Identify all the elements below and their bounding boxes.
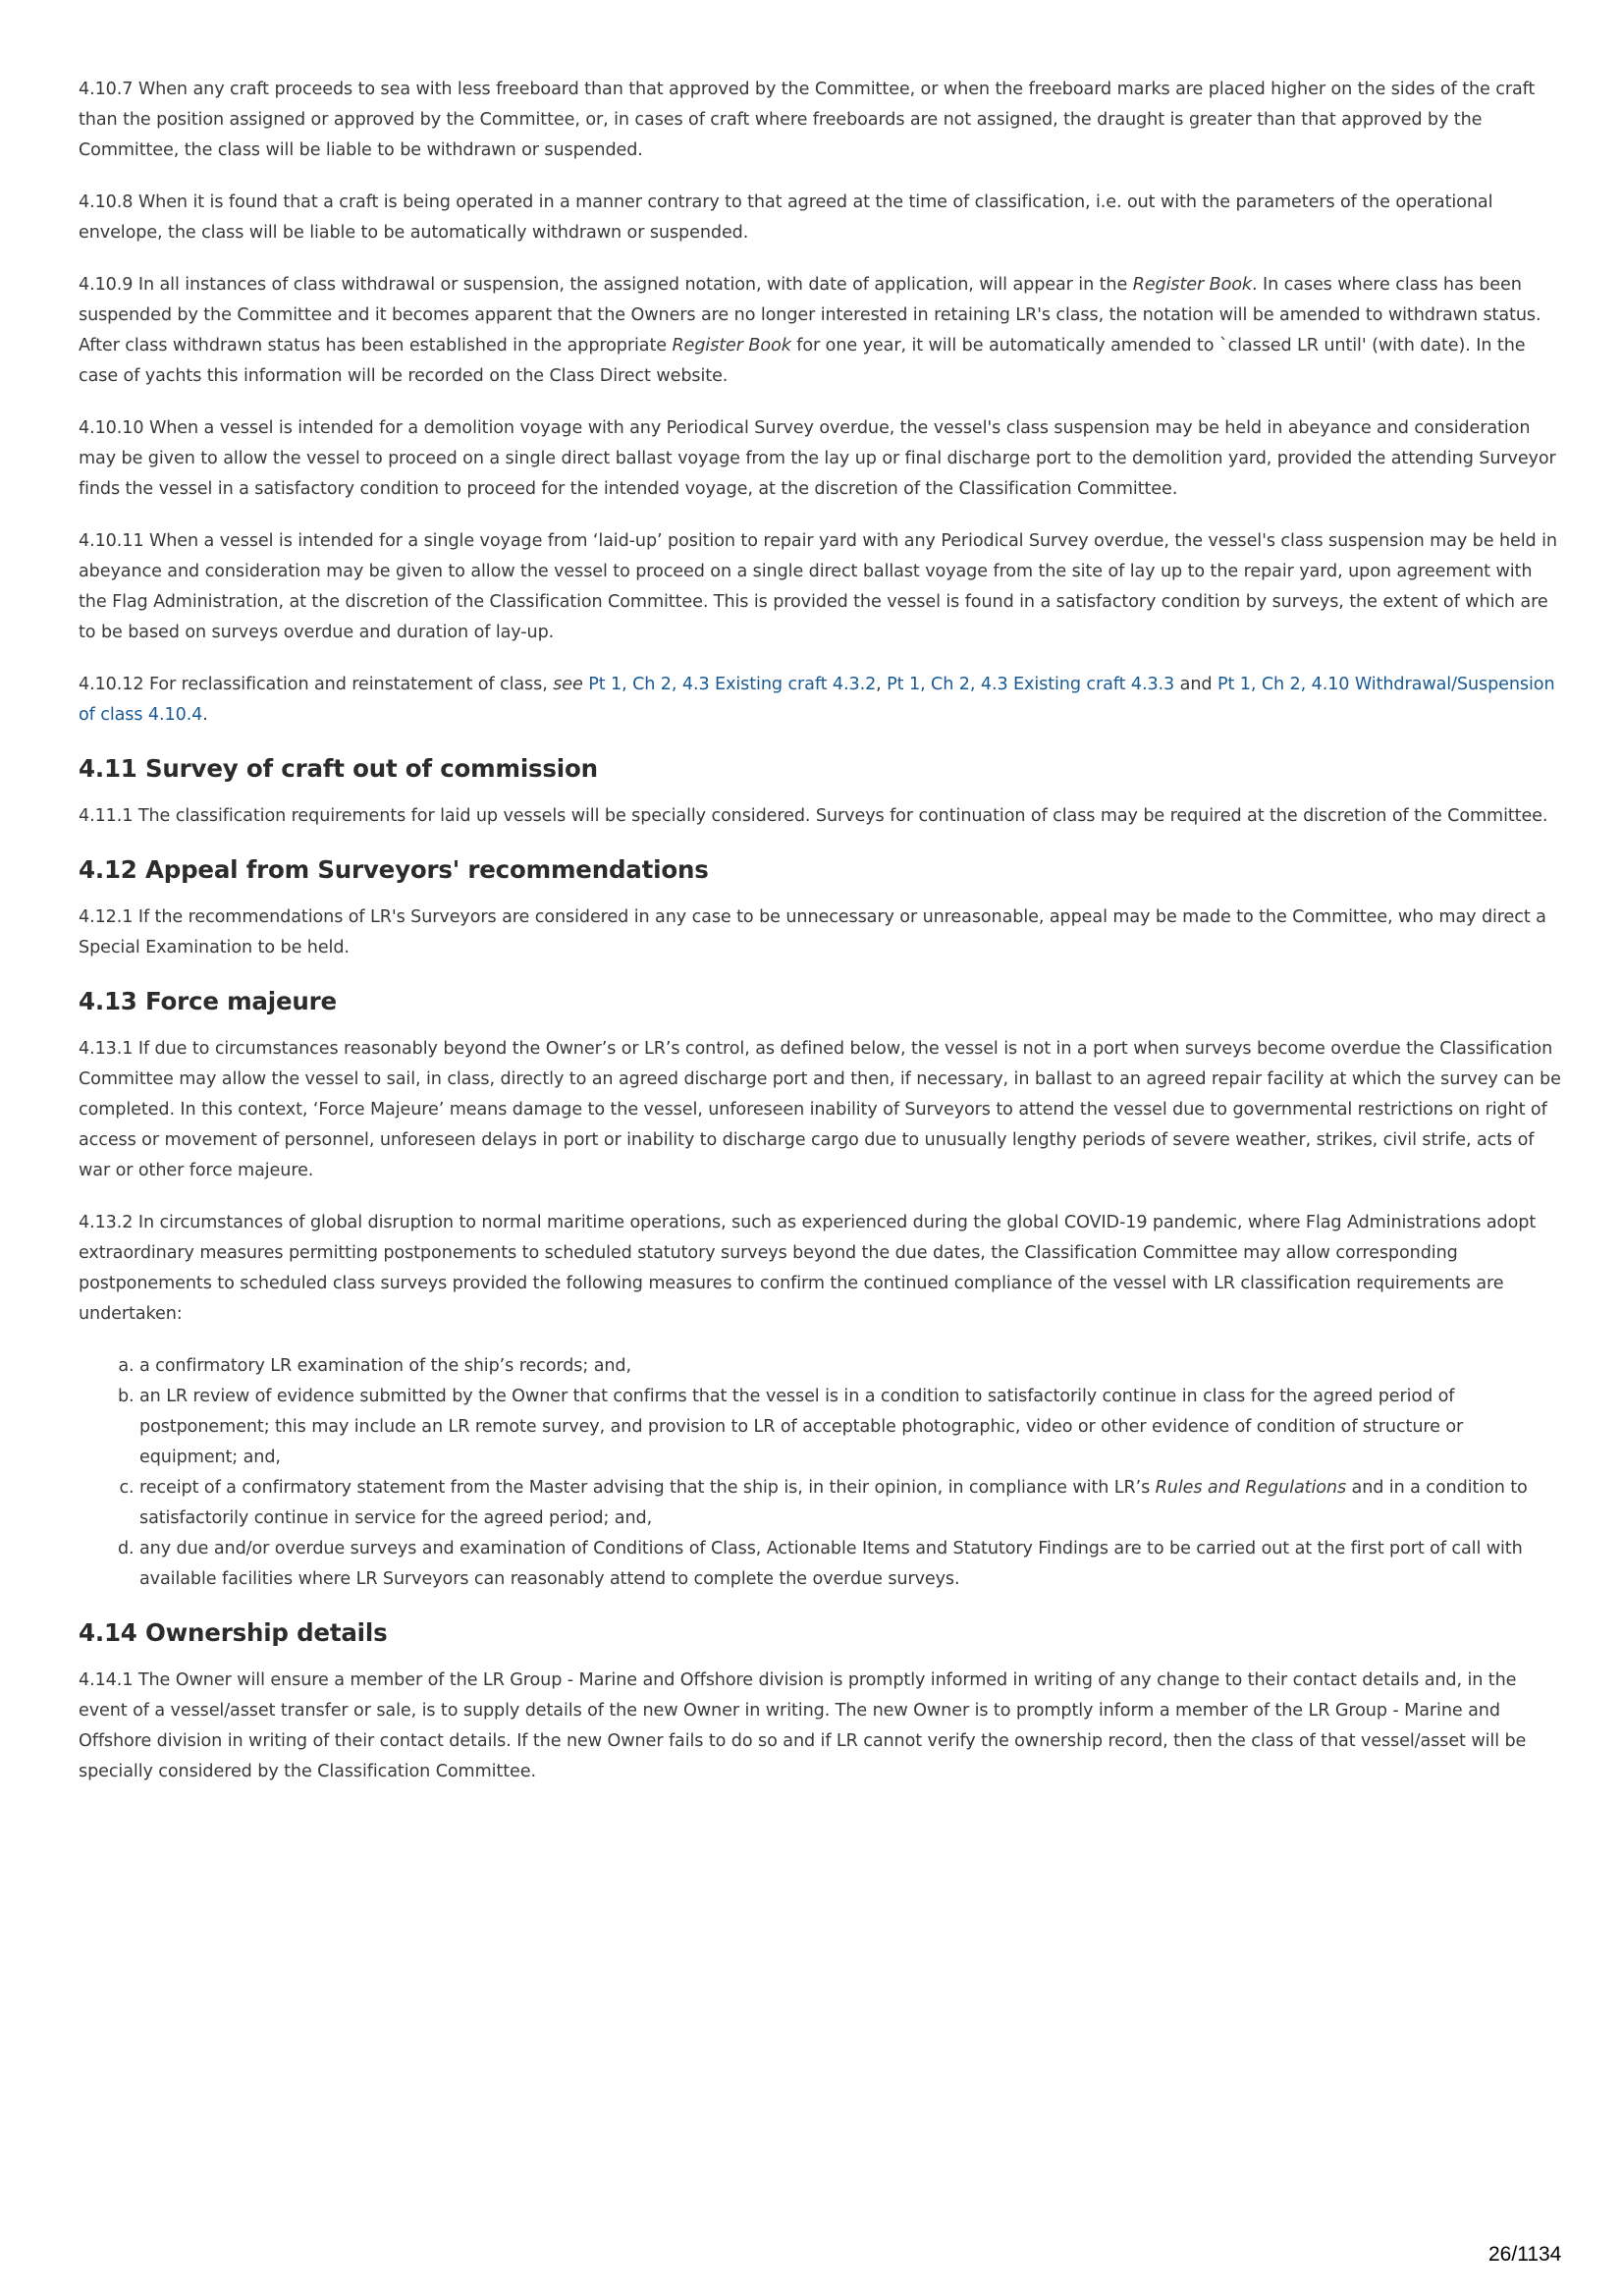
paragraph-4-14-1: 4.14.1 The Owner will ensure a member of the LR Group - Marine and Offshore division is promptly informed in writing of any change to their contact details and, in the event of a vessel/asset transfer or sale, is to supply details of the new Owner in writing. The new Owner is to promptly inform a member of the LR Group - Marine and Offshore division in writing of their contact details. If the new Owner fails to do so and if LR cannot verify the ownership record, then the class of that vessel/asset will be specially considered by the Classification Committee. (79, 1670, 1527, 1781)
list-item-a: a. a confirmatory LR examination of the ship’s records; and, (139, 1351, 1561, 1382)
paragraph-4-10-8: 4.10.8 When it is found that a craft is being operated in a manner contrary to that agreed at the time of classification, i.e. out with the parameters of the operational envelope, the class will be liable to be automatically withdrawn or suspended. (79, 192, 1493, 243)
paragraph-4-13-1: 4.13.1 If due to circumstances reasonably beyond the Owner’s or LR’s control, as defined below, the vessel is not in a port when surveys become overdue the Classification Committee may allow the vessel to sail, in class, directly to an agreed discharge port and then, if necessary, in ballast to an agreed repair facility at which the survey can be completed. In this context, ‘Force Majeure’ means damage to the vessel, unforeseen inability of Surveyors to attend the vessel due to governmental restrictions on right of access or movement of personnel, unforeseen delays in port or inability to discharge cargo due to unusually lengthy periods of severe weather, strikes, civil strife, acts of war or other force majeure. (79, 1039, 1561, 1180)
heading-4-12: 4.12 Appeal from Surveyors' recommendations (79, 855, 709, 884)
text-run: . In cases where class has been suspended by the Committee and it becomes apparent that the Owners are no longer interested in retaining LR's class, the notation will be amended to withdrawn status. After class withdrawn status has been established in the appropriate (79, 275, 1541, 355)
text-run: , (876, 675, 888, 694)
list-item-b: b. an LR review of evidence submitted by the Owner that confirms that the vessel is in a condition to satisfactorily continue in class for the agreed period of postponement; this may include an LR remote survey, and provision to LR of acceptable photographic, video or other evidence of condition of structure or equipment; and, (139, 1382, 1561, 1473)
page-number: 26/1134 (1488, 2243, 1562, 2266)
heading-4-14: 4.14 Ownership details (79, 1618, 388, 1647)
paragraph-4-12-1: 4.12.1 If the recommendations of LR's Surveyors are considered in any case to be unnecessary or unreasonable, appeal may be made to the Committee, who may direct a Special Examination to be held. (79, 907, 1546, 957)
link-withdrawal-suspension-4-10-4[interactable]: Pt 1, Ch 2, 4.10 Withdrawal/Suspension of class 4.10.4 (79, 675, 1555, 725)
heading-4-13: 4.13 Force majeure (79, 987, 337, 1015)
list-item-d: d. any due and/or overdue surveys and examination of Conditions of Class, Actionable Items and Statutory Findings are to be carried out at the first port of call with available facilities where LR Surveyors can reasonably attend to complete the overdue surveys. (139, 1534, 1561, 1595)
link-existing-craft-4-3-3[interactable]: Pt 1, Ch 2, 4.3 Existing craft 4.3.3 (887, 675, 1175, 694)
paragraph-4-10-9 (79, 270, 1561, 392)
paragraph-4-10-10: 4.10.10 When a vessel is intended for a demolition voyage with any Periodical Survey overdue, the vessel's class suspension may be held in abeyance and consideration may be given to allow the vessel to proceed on a single direct ballast voyage from the lay up or final discharge port to the demolition yard, provided the attending Surveyor finds the vessel in a satisfactory condition to proceed for the intended voyage, at the discretion of the Classification Committee. (79, 418, 1556, 499)
list-item-c (139, 1473, 1561, 1534)
text-run: . (202, 705, 208, 725)
link-existing-craft-4-3-2[interactable]: Pt 1, Ch 2, 4.3 Existing craft 4.3.2 (588, 675, 877, 694)
paragraph-4-11-1: 4.11.1 The classification requirements for laid up vessels will be specially considered. Surveys for continuation of class may be required at the discretion of the Committee. (79, 806, 1548, 826)
register-book-italic: Register Book (1132, 275, 1253, 295)
paragraph-4-10-12 (79, 670, 1561, 731)
text-run: and (1174, 675, 1217, 694)
paragraph-4-10-11: 4.10.11 When a vessel is intended for a single voyage from ‘laid-up’ position to repair yard with any Periodical Survey overdue, the vessel's class suspension may be held in abeyance and consideration may be given to allow the vessel to proceed on a single direct ballast voyage from the site of lay up to the repair yard, upon agreement with the Flag Administration, at the discretion of the Classification Committee. This is provided the vessel is found in a satisfactory condition by surveys, the extent of which are to be based on surveys overdue and duration of lay-up. (79, 531, 1557, 642)
text-run: for one year, it will be automatically amended to `classed LR until' (with date). In the case of yachts this information will be recorded on the Class Direct website. (79, 336, 1526, 386)
heading-4-11: 4.11 Survey of craft out of commission (79, 754, 598, 783)
see-italic: see (553, 675, 583, 694)
register-book-italic: Register Book (672, 336, 791, 355)
text-run: receipt of a confirmatory statement from the Master advising that the ship is, in their opinion, in compliance with LR’s (139, 1478, 1156, 1498)
paragraph-4-13-2: 4.13.2 In circumstances of global disruption to normal maritime operations, such as experienced during the global COVID-19 pandemic, where Flag Administrations adopt extraordinary measures permitting postponements to scheduled statutory surveys beyond the due dates, the Classification Committee may allow corresponding postponements to scheduled class surveys provided the following measures to confirm the continued compliance of the vessel with LR classification requirements are undertaken: (79, 1213, 1537, 1324)
text-run: 4.10.12 For reclassification and reinstatement of class, (79, 675, 554, 694)
measures-list (79, 1351, 1561, 1595)
paragraph-4-10-7: 4.10.7 When any craft proceeds to sea with less freeboard than that approved by the Committee, or when the freeboard marks are placed higher on the sides of the craft than the position assigned or approved by the Committee, or, in cases of craft where freeboards are not assigned, the draught is greater than that approved by the Committee, the class will be liable to be withdrawn or suspended. (79, 80, 1536, 160)
text-run: 4.10.9 In all instances of class withdrawal or suspension, the assigned notation, with date of application, will appear in the (79, 275, 1133, 295)
text-run: and in a condition to satisfactorily continue in service for the agreed period; and, (139, 1478, 1528, 1528)
rules-and-regulations-italic: Rules and Regulations (1155, 1478, 1347, 1498)
document-body (79, 75, 1561, 1809)
